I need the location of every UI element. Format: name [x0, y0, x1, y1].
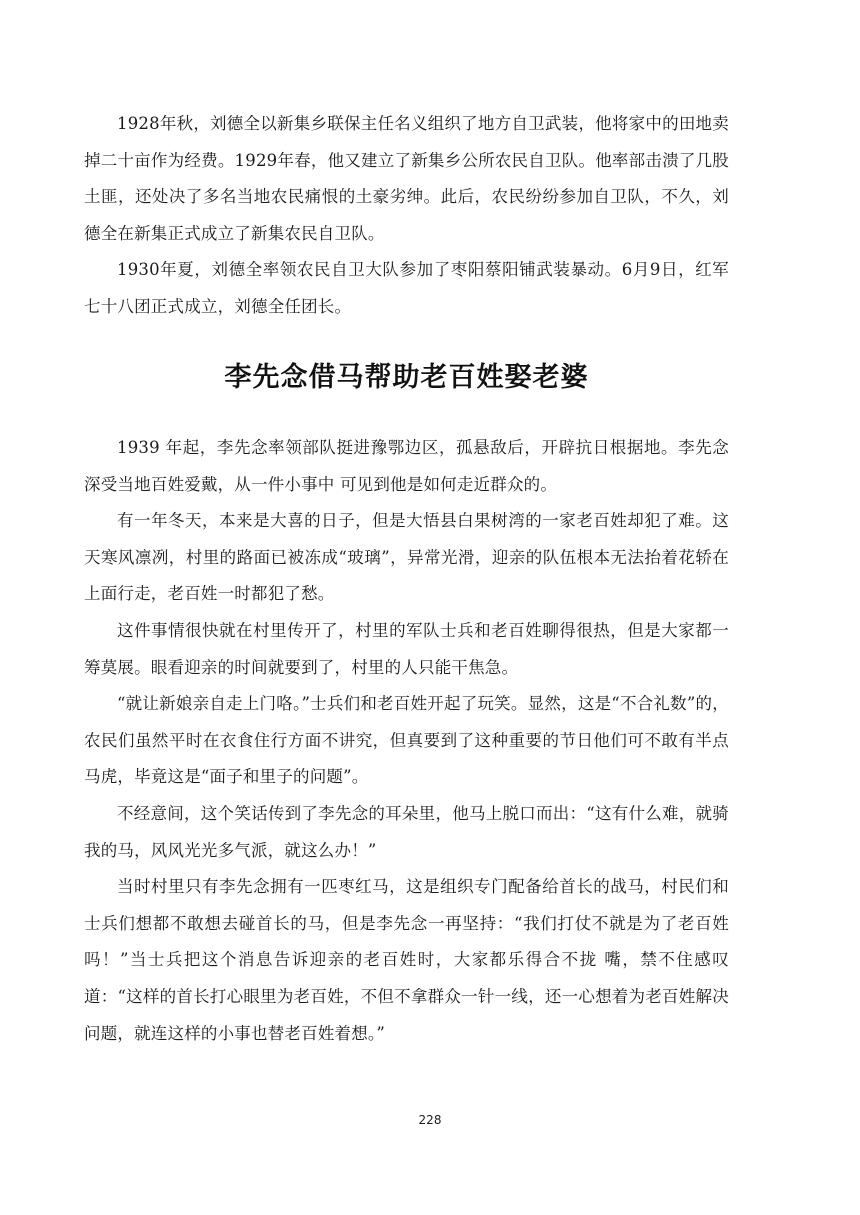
paragraph: 1930年夏，刘德全率领农民自卫大队参加了枣阳蔡阳铺武装暴动。6月9日，红军七十八团正式成立，刘德全任团长。	[84, 260, 729, 316]
section-2-body	[84, 430, 729, 1052]
section-1-body	[84, 106, 729, 326]
paragraph: “就让新娘亲自走上门咯。”士兵们和老百姓开起了玩笑。显然，这是“不合礼数”的，农民们虽然平时在衣食住行方面不讲究，但真要到了这种重要的节日他们可不敢有半点马虎，毕竟这是“面子和里子的问题”。	[84, 694, 729, 787]
paragraph: 这件事情很快就在村里传开了，村里的军队士兵和老百姓聊得很热，但是大家都一筹莫展。眼看迎亲的时间就要到了，村里的人只能干焦急。	[84, 620, 729, 677]
paragraph: 不经意间，这个笑话传到了李先念的耳朵里，他马上脱口而出：“这有什么难，就骑我的马，风风光光多气派，就这么办！”	[84, 803, 729, 860]
paragraph: 1928年秋，刘德全以新集乡联保主任名义组织了地方自卫武装，他将家中的田地卖掉二十亩作为经费。1929年春，他又建立了新集乡公所农民自卫队。他率部击溃了几股土匪，还处决了多名当地农民痛恨的土豪劣绅。此后，农民纷纷参加自卫队，不久，刘德全在新集正式成立了新集农民自卫队。	[84, 114, 729, 243]
section-title: 李先念借马帮助老百姓娶老婆	[224, 362, 589, 393]
paragraph: 1939 年起，李先念率领部队挺进豫鄂边区，孤悬敌后，开辟抗日根据地。李先念深受当地百姓爱戴，从一件小事中 可见到他是如何走近群众的。	[84, 438, 729, 494]
paragraph: 当时村里只有李先念拥有一匹枣红马，这是组织专门配备给首长的战马，村民们和士兵们想都不敢想去碰首长的马，但是李先念一再坚持：“我们打仗不就是为了老百姓吗！”当士兵把这个消息告诉迎亲的老百姓时，大家都乐得合不拢 嘴，禁不住感叹道：“这样的首长打心眼里为老百姓，不但不拿群众一针一线，还一心想着为老百姓解决问题，就连这样的小事也替老百姓着想。”	[84, 877, 729, 1043]
paragraph: 有一年冬天，本来是大喜的日子，但是大悟县白果树湾的一家老百姓却犯了难。这天寒风凛冽，村里的路面已被冻成“玻璃”，异常光滑，迎亲的队伍根本无法抬着花轿在上面行走，老百姓一时都犯了愁。	[84, 511, 729, 604]
page-number: 228	[418, 1113, 442, 1127]
